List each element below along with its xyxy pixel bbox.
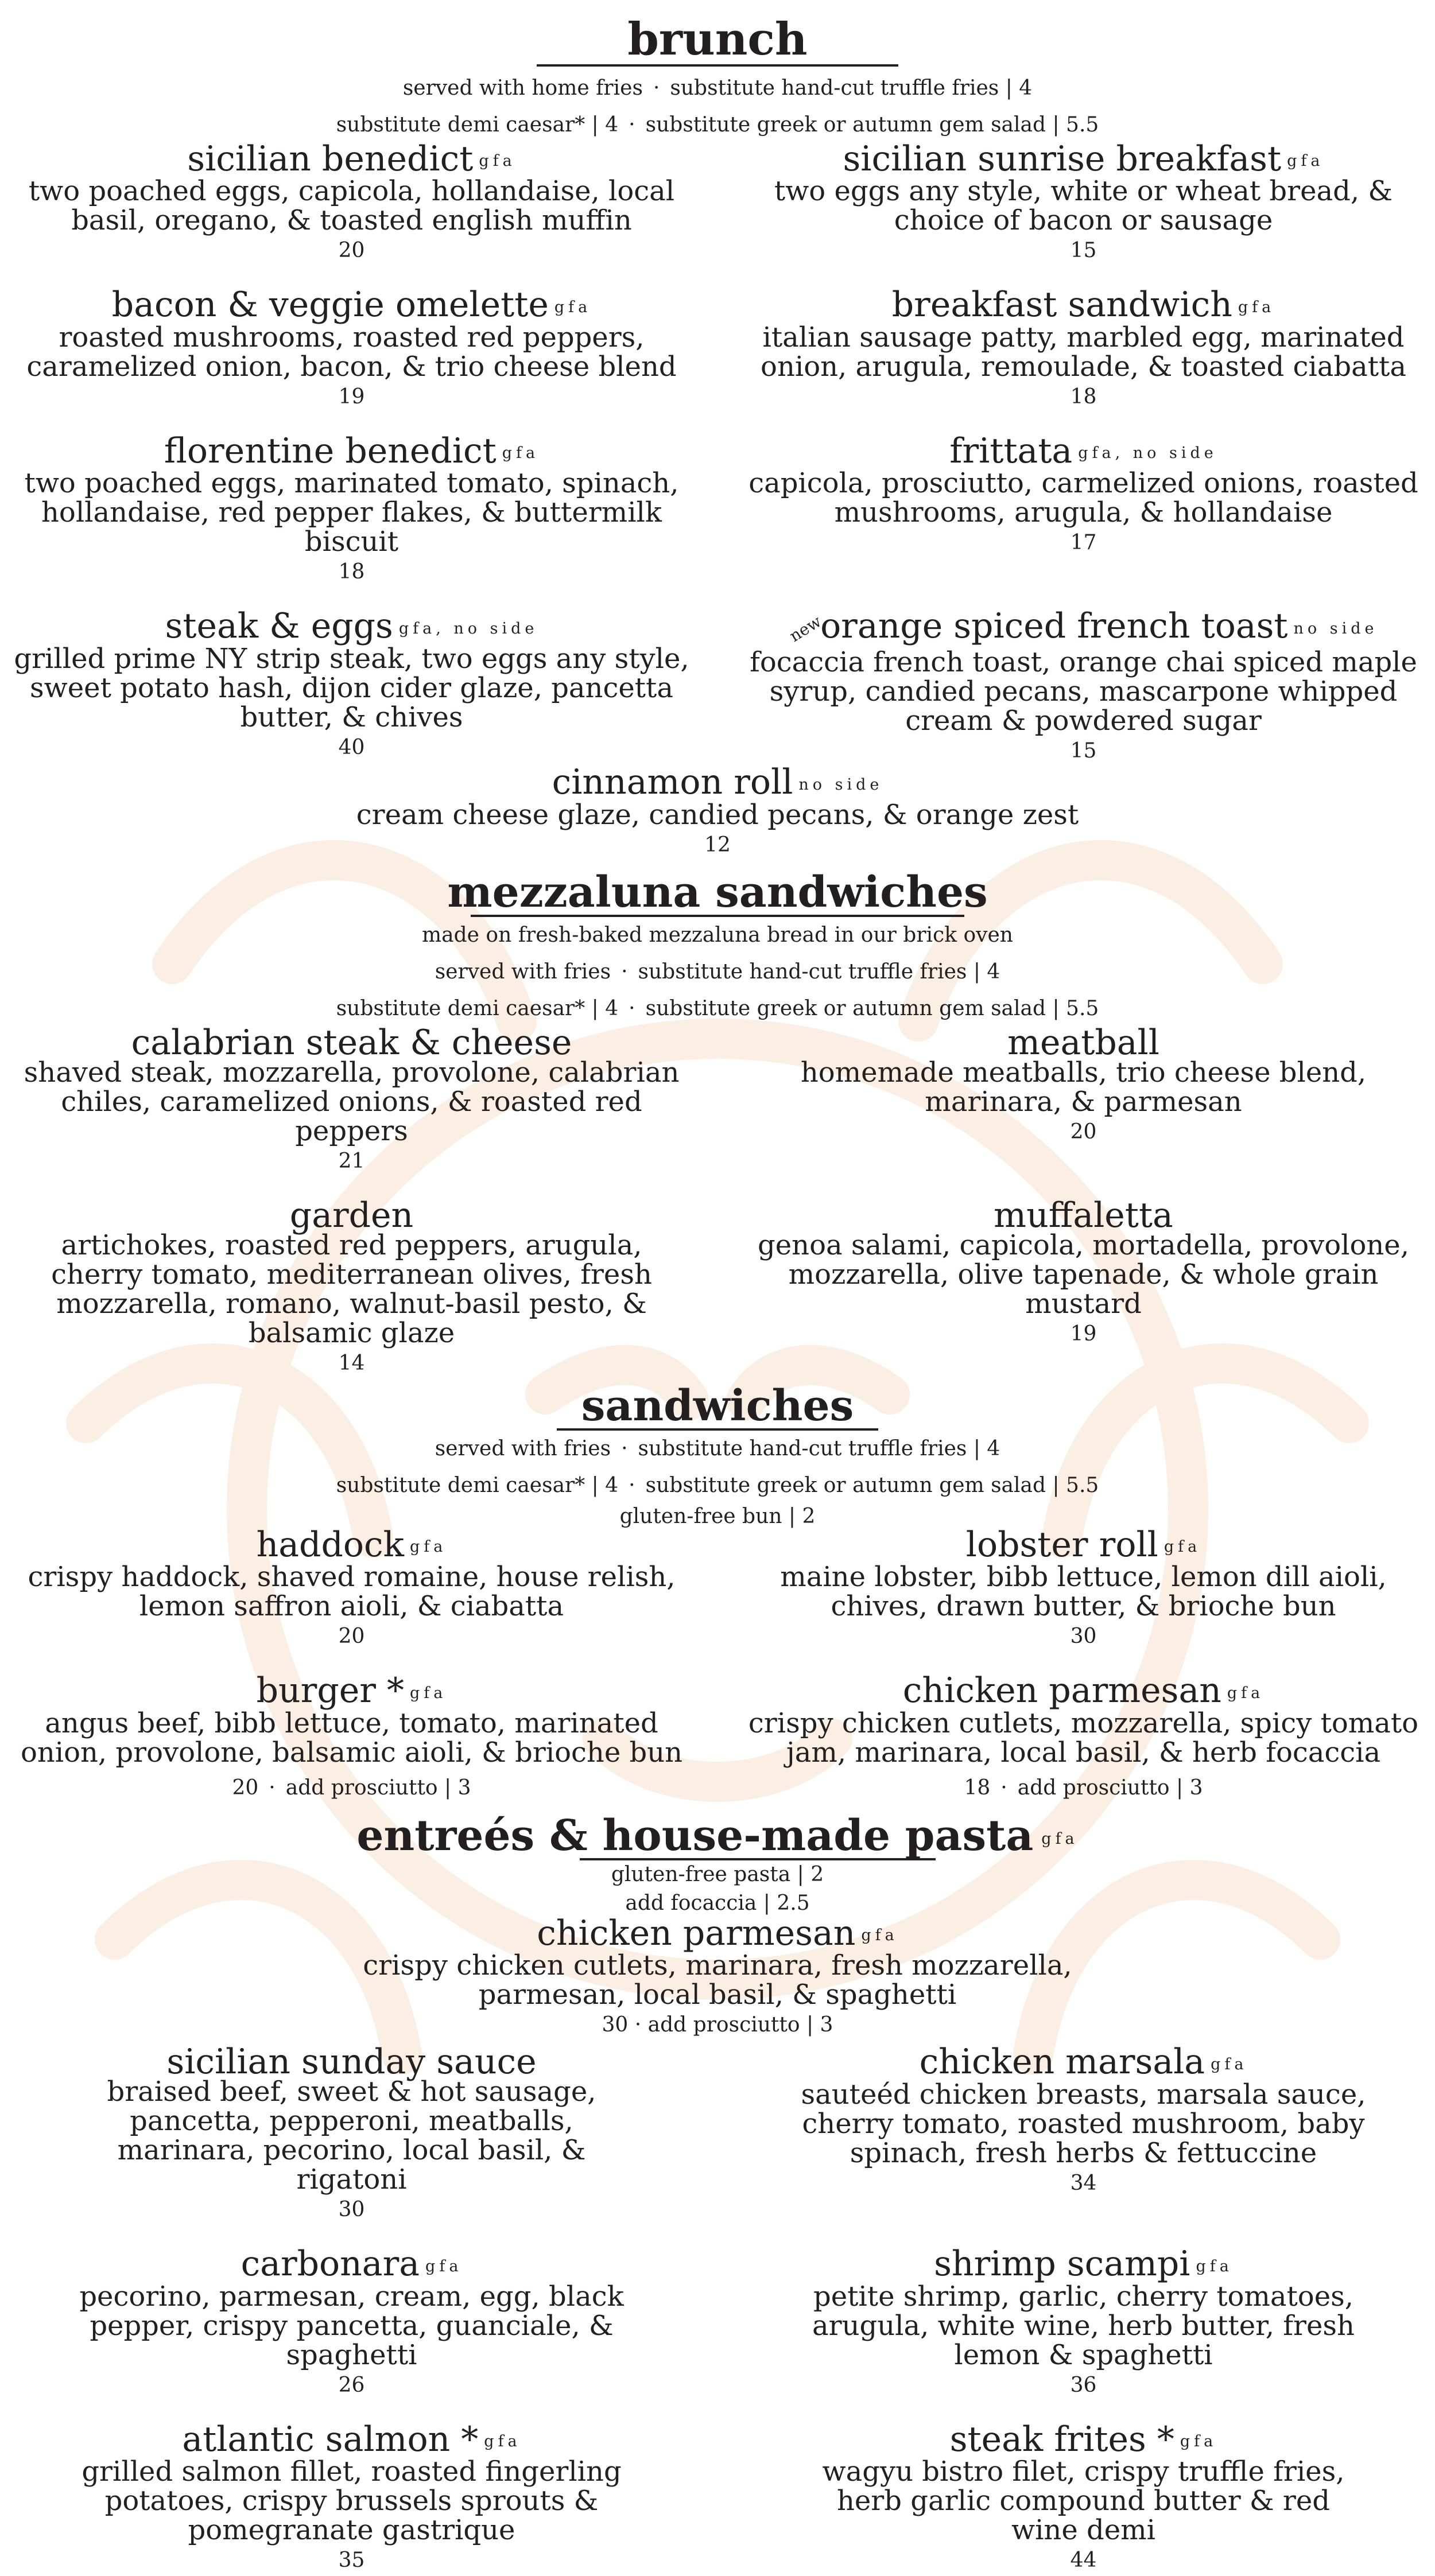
sandwiches-note: served with fries · substitute hand-cut truffle fries | 4 [435, 1436, 1000, 1460]
item-price: 20 [338, 1625, 365, 1649]
item-tag: gfa [1196, 2257, 1233, 2275]
brunch-title: brunch [627, 13, 808, 65]
menu-item-featured [316, 762, 1119, 860]
item-tag: gfa, no side [1078, 444, 1217, 463]
item-description: crispy chicken cutlets, mozzarella, spicy tomato jam, marinara, local basil, & herb focaccia [748, 1707, 1419, 1769]
menu-item [732, 139, 1435, 266]
menu-item [732, 606, 1435, 767]
sandwiches-grid [0, 1524, 1435, 1809]
menu-item [732, 285, 1435, 412]
menu-item [0, 139, 703, 266]
item-price: 34 [1070, 2171, 1097, 2195]
brunch-section [0, 0, 1435, 861]
sandwiches-note: substitute demi caesar* | 4 · substitute greek or autumn gem salad | 5.5 [336, 1473, 1099, 1497]
menu-item [732, 1195, 1435, 1379]
item-price: 15 [1070, 239, 1097, 263]
item-tag: gfa [484, 2432, 521, 2450]
menu-item [0, 1524, 703, 1652]
item-name: steak frites * [949, 2419, 1174, 2460]
item-name: calabrian steak & cheese [131, 1022, 572, 1063]
item-name: sicilian benedict [187, 139, 474, 179]
mezzaluna-section [0, 861, 1435, 1379]
item-name: chicken marsala [919, 2042, 1205, 2082]
item-name: orange spiced french toast [820, 606, 1288, 647]
menu-item [732, 2244, 1435, 2400]
item-description: artichokes, roasted red peppers, arugula, cherry tomato, mediterranean olives, fresh mozzarella, romano, walnut-basil pesto, & balsamic glaze [51, 1229, 652, 1349]
entrees-title-tag: gfa [1041, 1829, 1079, 1848]
item-description: grilled prime NY strip steak, two eggs any style, sweet potato hash, dijon cider glaze, pancetta butter, & chives [14, 642, 689, 733]
sandwiches-title: sandwiches [581, 1381, 854, 1431]
item-tag: gfa [1180, 2432, 1217, 2450]
brunch-note: served with home fries · substitute hand-cut truffle fries | 4 [402, 76, 1033, 100]
menu-item [0, 2244, 703, 2400]
entrees-underline [580, 1858, 936, 1860]
item-price: 36 [1070, 2373, 1097, 2397]
menu-item [732, 2419, 1435, 2576]
item-name: muffaletta [994, 1195, 1173, 1235]
item-name: haddock [256, 1524, 404, 1565]
item-price: 15 [1070, 739, 1097, 763]
item-name: florentine benedict [164, 430, 497, 471]
menu-item [0, 2042, 703, 2225]
menu-item-featured [344, 1913, 1091, 2041]
item-description: petite shrimp, garlic, cherry tomatoes, arugula, white wine, herb butter, fresh lemon & spaghetti [812, 2280, 1355, 2371]
item-price: 18 [338, 560, 365, 584]
item-price: 44 [1070, 2548, 1097, 2572]
item-name: chicken parmesan [902, 1670, 1221, 1711]
item-price: 18 · add prosciutto | 3 [964, 1775, 1203, 1800]
menu-item [0, 2419, 703, 2576]
menu-item [0, 285, 703, 412]
item-description: two poached eggs, marinated tomato, spinach, hollandaise, red pepper flakes, & buttermilk biscuit [24, 467, 679, 558]
item-description: homemade meatballs, trio cheese blend, marinara, & parmesan [800, 1056, 1367, 1118]
menu-item [0, 430, 703, 588]
item-price: 12 [704, 833, 731, 857]
menu-item [0, 1670, 703, 1808]
item-tag: gfa [410, 1684, 447, 1702]
item-price: 40 [338, 735, 365, 759]
item-description: genoa salami, capicola, mortadella, provolone, mozzarella, olive tapenade, & whole grain mustard [758, 1229, 1409, 1320]
item-name: meatball [1007, 1022, 1159, 1063]
item-name: sicilian sunday sauce [166, 2042, 537, 2082]
item-name: lobster roll [965, 1524, 1158, 1565]
item-description: grilled salmon fillet, roasted fingerling potatoes, crispy brussels sprouts & pomegranate gastrique [82, 2455, 622, 2546]
item-tag: gfa [1287, 152, 1324, 170]
sandwiches-note: gluten-free bun | 2 [619, 1504, 816, 1528]
brunch-note: substitute demi caesar* | 4 · substitute greek or autumn gem salad | 5.5 [336, 113, 1099, 137]
menu-item [732, 2042, 1435, 2225]
item-description: cream cheese glaze, candied pecans, & orange zest [356, 798, 1079, 831]
item-price: 26 [338, 2373, 365, 2397]
item-tag: gfa, no side [398, 619, 538, 638]
menu-item [732, 430, 1435, 588]
item-name: cinnamon roll [552, 762, 793, 803]
item-tag: gfa [1227, 1684, 1265, 1702]
item-tag: gfa [861, 1926, 898, 1945]
item-name: breakfast sandwich [891, 285, 1232, 325]
item-name: chicken parmesan [537, 1913, 856, 1953]
entrees-section [0, 1809, 1435, 2576]
item-tag: gfa [1163, 1538, 1201, 1556]
item-description: crispy haddock, shaved romaine, house relish, lemon saffron aioli, & ciabatta [28, 1561, 676, 1623]
item-price: 30 [1070, 1625, 1097, 1649]
item-description: crispy chicken cutlets, marinara, fresh mozzarella, parmesan, local basil, & spaghetti [363, 1949, 1072, 2011]
mezzaluna-title: mezzaluna sandwiches [447, 867, 988, 917]
item-tag: gfa [1238, 298, 1275, 316]
item-description: maine lobster, bibb lettuce, lemon dill aioli, chives, drawn butter, & brioche bun [780, 1561, 1387, 1623]
item-price: 19 [1070, 1322, 1097, 1346]
mezzaluna-note: made on fresh-baked mezzaluna bread in our brick oven [422, 923, 1013, 947]
item-tag: gfa [409, 1538, 447, 1556]
menu-item [0, 1022, 703, 1177]
item-price: 19 [338, 384, 365, 409]
item-price: 30 · add prosciutto | 3 [602, 2013, 833, 2037]
item-tag: gfa [479, 152, 516, 170]
item-tag: gfa [554, 298, 592, 316]
mezzaluna-note: substitute demi caesar* | 4 · substitute greek or autumn gem salad | 5.5 [336, 996, 1099, 1020]
menu-item [0, 606, 703, 767]
item-price: 18 [1070, 384, 1097, 409]
item-name: carbonara [241, 2244, 420, 2284]
brunch-grid [0, 139, 1435, 767]
item-tag: gfa [1211, 2055, 1248, 2073]
item-price: 17 [1070, 531, 1097, 555]
menu-item [0, 1195, 703, 1379]
item-tag: no side [798, 775, 883, 794]
item-description: sauteéd chicken breasts, marsala sauce, cherry tomato, roasted mushroom, baby spinach, fresh herbs & fettuccine [801, 2078, 1366, 2169]
item-price: 21 [338, 1149, 365, 1173]
mezzaluna-note: served with fries · substitute hand-cut truffle fries | 4 [435, 959, 1000, 984]
item-name: bacon & veggie omelette [111, 285, 549, 325]
item-description: wagyu bistro filet, crispy truffle fries, herb garlic compound butter & red wine demi [822, 2455, 1345, 2546]
entrees-note: gluten-free pasta | 2 [611, 1862, 824, 1886]
item-description: shaved steak, mozzarella, provolone, calabrian chiles, caramelized onions, & roasted red peppers [24, 1056, 680, 1147]
item-price: 35 [338, 2548, 365, 2572]
item-price: 20 · add prosciutto | 3 [232, 1775, 471, 1800]
item-description: braised beef, sweet & hot sausage, pancetta, pepperoni, meatballs, marinara, pecorino, local basil, & rigatoni [107, 2076, 596, 2196]
entrees-note: add focaccia | 2.5 [625, 1891, 810, 1915]
item-description: roasted mushrooms, roasted red peppers, caramelized onion, bacon, & trio cheese blend [26, 321, 677, 383]
menu-item [732, 1524, 1435, 1652]
item-name: steak & eggs [165, 606, 393, 647]
item-addon: add prosciutto | 3 [285, 1775, 471, 1800]
item-addon: add prosciutto | 3 [1017, 1775, 1203, 1800]
item-description: two poached eggs, capicola, hollandaise, local basil, oregano, & toasted english muffin [28, 175, 675, 237]
item-price: 20 [1070, 1120, 1097, 1144]
item-price: 14 [338, 1351, 365, 1375]
entrees-title: entreés & house-made pasta gfa [356, 1810, 1079, 1860]
item-description: italian sausage patty, marbled egg, marinated onion, arugula, remoulade, & toasted ciabatta [761, 321, 1406, 383]
item-price: 20 [338, 239, 365, 263]
item-description: pecorino, parmesan, cream, egg, black pepper, crispy pancetta, guanciale, & spaghetti [79, 2280, 624, 2371]
mezzaluna-grid [0, 1022, 1435, 1379]
item-description: two eggs any style, white or wheat bread, & choice of bacon or sausage [774, 175, 1393, 237]
entrees-grid [0, 2042, 1435, 2576]
item-name: atlantic salmon * [182, 2419, 479, 2460]
item-name: sicilian sunrise breakfast [843, 139, 1282, 179]
item-description: capicola, prosciutto, carmelized onions, roasted mushrooms, arugula, & hollandaise [748, 467, 1418, 529]
item-tag: no side [1293, 619, 1378, 638]
menu-item [732, 1670, 1435, 1808]
item-price: 30 [338, 2198, 365, 2222]
item-tag: gfa [425, 2257, 463, 2275]
menu-item [732, 1022, 1435, 1177]
item-name: frittata [949, 430, 1073, 471]
sandwiches-section [0, 1379, 1435, 1809]
item-description: angus beef, bibb lettuce, tomato, marinated onion, provolone, balsamic aioli, & brioche bun [20, 1707, 683, 1769]
item-name: shrimp scampi [934, 2244, 1190, 2284]
item-name: burger * [256, 1670, 405, 1711]
item-tag: gfa [502, 444, 540, 463]
item-description: focaccia french toast, orange chai spiced maple syrup, candied pecans, mascarpone whipped cream & powdered sugar [750, 646, 1417, 737]
item-name: garden [289, 1195, 414, 1235]
new-badge: new [786, 612, 825, 646]
